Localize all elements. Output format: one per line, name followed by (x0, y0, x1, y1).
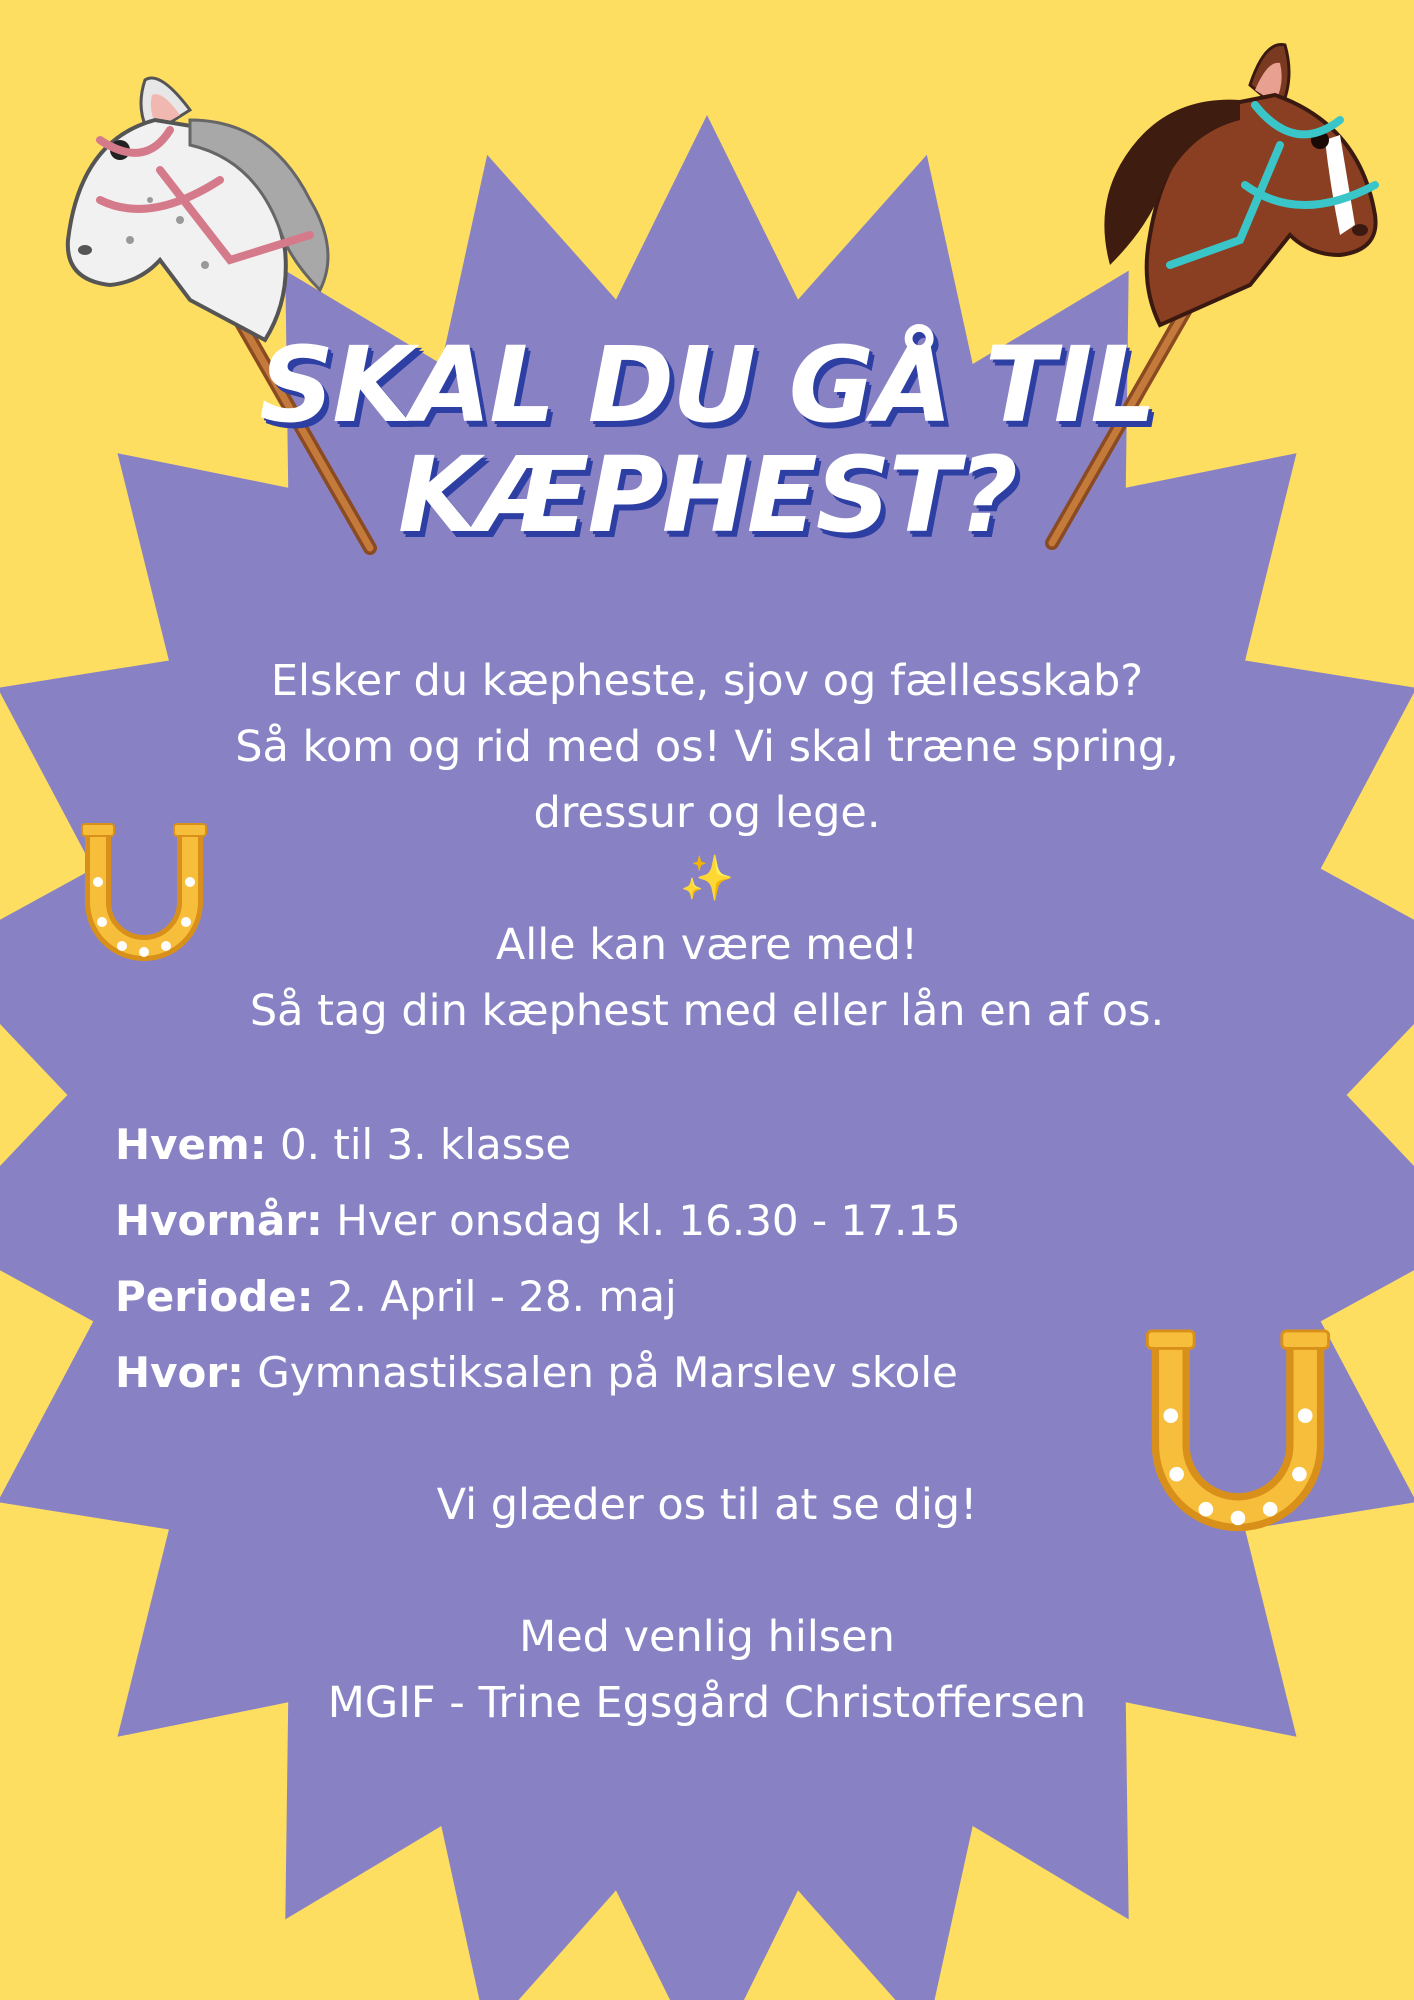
intro-text (157, 648, 1257, 1044)
detail-who (115, 1112, 1115, 1188)
intro-line-2: Så kom og rid med os! Vi skal træne spring, (235, 722, 1179, 772)
page-title (107, 324, 1307, 556)
intro-line-1: Elsker du kæpheste, sjov og fællesskab? (270, 656, 1144, 706)
detail-value: 2. April - 28. maj (326, 1272, 677, 1321)
closing-signoff: Med venlig hilsen (519, 1612, 895, 1662)
title-line-2: KÆPHEST? (398, 434, 1016, 556)
sparkle-icon: ✨ (679, 853, 735, 904)
horseshoe-icon (1138, 1328, 1338, 1556)
closing-signature: MGIF - Trine Egsgård Christoffersen (327, 1678, 1087, 1728)
intro-line-3: dressur og lege. (533, 788, 881, 838)
detail-label: Hvor: (115, 1348, 244, 1397)
detail-value: 0. til 3. klasse (279, 1120, 572, 1169)
event-details (115, 1112, 1115, 1416)
detail-label: Periode: (115, 1272, 314, 1321)
detail-when (115, 1188, 1115, 1264)
detail-value: Gymnastiksalen på Marslev skole (257, 1348, 958, 1397)
intro-line-5: Så tag din kæphest med eller lån en af os. (249, 986, 1165, 1036)
closing-greeting: Vi glæder os til at se dig! (436, 1480, 978, 1530)
detail-value: Hver onsdag kl. 16.30 - 17.15 (336, 1196, 961, 1245)
intro-line-4: Alle kan være med! (495, 920, 919, 970)
closing-text (157, 1472, 1257, 1736)
title-line-1: SKAL DU GÅ TIL (259, 324, 1155, 446)
horseshoe-icon (78, 822, 210, 978)
detail-label: Hvornår: (115, 1196, 323, 1245)
detail-label: Hvem: (115, 1120, 267, 1169)
detail-period (115, 1264, 1115, 1340)
detail-where (115, 1340, 1115, 1416)
